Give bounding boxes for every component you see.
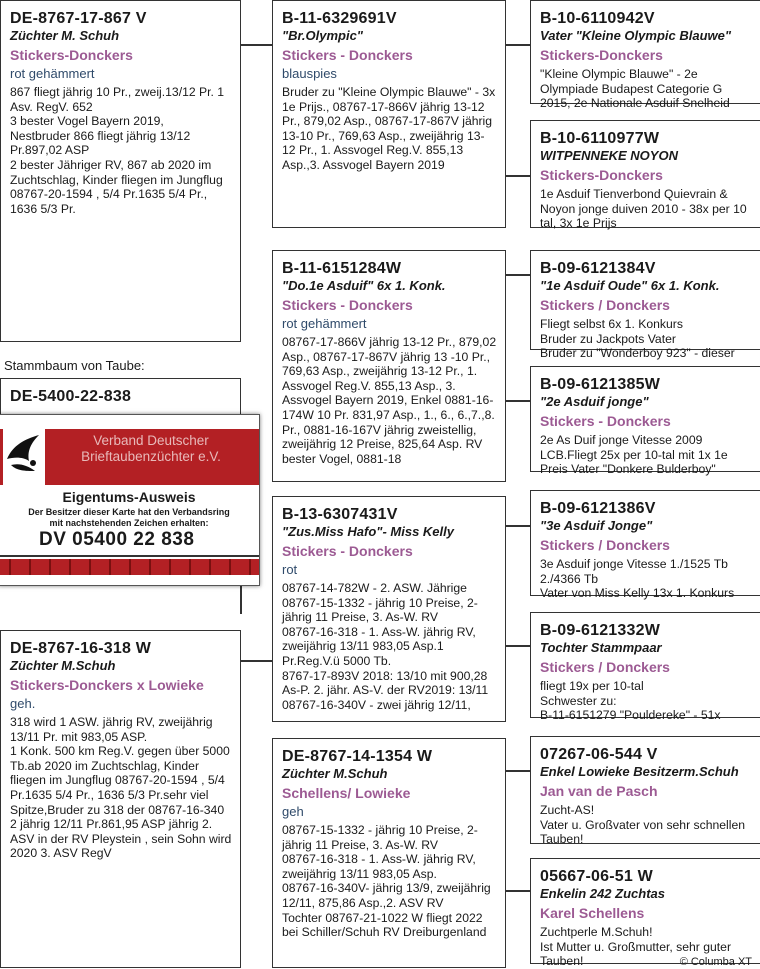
- connector-line: [505, 44, 530, 46]
- strain-name: Stickers - Donckers: [540, 413, 671, 429]
- card-title: Eigentums-Ausweis: [62, 489, 196, 505]
- feather-color: geh.: [10, 696, 36, 711]
- ring-number: 05667-06-51 W: [540, 868, 653, 885]
- nickname: "Br.Olympic": [282, 28, 363, 43]
- ownership-card: [0, 414, 260, 586]
- association-line-1: Verband Deutscher: [93, 433, 209, 448]
- pedigree-card-ggp1: [530, 0, 760, 111]
- ring-number-dv: DV 05400 22 838: [39, 529, 195, 550]
- connector-line: [505, 175, 530, 177]
- strain-name: Stickers-Donckers: [10, 47, 133, 63]
- connector-line: [505, 770, 530, 772]
- strain-name: Stickers - Donckers: [282, 297, 413, 313]
- connector-line: [505, 274, 530, 276]
- ring-number: DE-8767-14-1354 W: [282, 748, 433, 765]
- pedigree-card-gf1: [272, 0, 506, 228]
- description: 08767-14-782W - 2. ASW. Jährige 08767-15-1332 - jährig 10 Preise, 2-jährig 11 Preise, 3. As-W. RV 08767-16-318 - 1. Ass-W. jährig RV, zweijährig 13/11 983,05 Asp.1 Pr.Reg.V.ü 5000 Tb. 8767-17-893V 2018: 13/10 mit 900,28 As-P. 2. jähr. AS-V. der RV2019: 13/11 08767-16-340V - zwei jährig 12/11,: [282, 581, 489, 712]
- pedigree-card-ggp8: [530, 858, 760, 969]
- description: fliegt 19x per 10-tal Schwester zu: B-11-6151279 "Pouldereke" - 51x: [540, 679, 721, 723]
- nickname: "Zus.Miss Hafo"- Miss Kelly: [282, 524, 454, 539]
- association-line-2: Brieftaubenzüchter e.V.: [81, 449, 221, 464]
- dove-logo-icon: [3, 425, 45, 485]
- description: 08767-17-866V jährig 13-12 Pr., 879,02 Asp., 08767-17-867V jährig 13 -10 Pr., 769,63 Asp., zweijährig 13-12 Pr., 1. Assvogel Reg.V. 855,13 Asp., 3. Assvogel Bayern 2019, Enkel 0881-16-174W 10 Pr. 831,97 Asp., 1., 6., 6.,7.,8. Pr., 0881-16-167V jährig zweistellig, zweijährig 12 Preise, 825,64 Asp. RV bester Vogel, 0881-18: [282, 335, 497, 466]
- nickname: Enkel Lowieke Besitzerm.Schuh: [540, 764, 739, 779]
- nickname: Tochter Stammpaar: [540, 640, 662, 655]
- ring-number: B-13-6307431V: [282, 506, 398, 523]
- ring-number: B-09-6121332W: [540, 622, 660, 639]
- ring-number: B-11-6329691V: [282, 10, 397, 27]
- pedigree-card-ggp5: [530, 490, 760, 601]
- card-text-line-1: Der Besitzer dieser Karte hat den Verbandsring: [28, 507, 230, 517]
- description: 08767-15-1332 - jährig 10 Preise, 2-jährig 11 Preise, 3. As-W. RV 08767-16-318 - 1. Ass-W. jährig RV, zweijährig 13/11 983,05 Asp. 08767-16-340V- jährig 13/9, zweijährig 12/11, 875,86 Asp.,2. ASV RV Tochter 08767-21-1022 W fliegt 2022 bei Schiller/Schuh RV Dreiburgenland: [282, 823, 491, 940]
- description: 3e Asduif jonge Vitesse 1./1525 Tb 2./4366 Tb Vater von Miss Kelly 13x 1. Konkurs: [540, 557, 735, 601]
- ring-number: B-09-6121386V: [540, 500, 656, 517]
- pedigree-card-ggp6: [530, 612, 760, 723]
- nickname: Vater "Kleine Olympic Blauwe": [540, 28, 732, 43]
- card-text: [0, 507, 259, 529]
- nickname: "Do.1e Asduif" 6x 1. Konk.: [282, 278, 446, 293]
- feather-color: geh: [282, 804, 304, 819]
- feather-color: rot gehämmert: [282, 316, 367, 331]
- ring-number: B-09-6121384V: [540, 260, 656, 277]
- strain-name: Jan van de Pasch: [540, 783, 658, 799]
- nickname: Enkelin 242 Zuchtas: [540, 886, 665, 901]
- copyright-notice: © Columba XT: [679, 956, 752, 968]
- description: Bruder zu "Kleine Olympic Blauwe" - 3x 1e Prijs., 08767-17-866V jährig 13-12 Pr., 879,02 Asp., 08767-17-867V jährig 13-10 Pr., 769,63 Asp., zweijährig 13-12 Pr., 1. Assvogel Reg.V. 855,13 Asp.,3. Assvogel Bayern 2019: [282, 85, 496, 172]
- connector-line: [505, 525, 530, 527]
- pedigree-label: Stammbaum von Taube:: [4, 358, 145, 373]
- connector-line: [240, 660, 272, 662]
- nickname: WITPENNEKE NOYON: [540, 148, 678, 163]
- ring-number: DE-8767-17-867 V: [10, 10, 147, 27]
- description: "Kleine Olympic Blauwe" - 2e Olympiade Budapest Categorie G 2015, 2e Nationale Asduif Snelheid: [540, 67, 730, 111]
- description: Fliegt selbst 6x 1. Konkurs Bruder zu Jackpots Vater Bruder zu "Wonderboy 923" - dieser: [540, 317, 735, 361]
- connector-line: [505, 400, 530, 402]
- breeder-note: Züchter M.Schuh: [10, 658, 116, 673]
- strain-name: Stickers / Donckers: [540, 297, 670, 313]
- ring-number: DE-5400-22-838: [10, 388, 132, 405]
- connector-line: [240, 44, 272, 46]
- association-name: [61, 433, 241, 465]
- pedigree-card-gf2: [272, 496, 506, 722]
- strain-name: Stickers - Donckers: [282, 543, 413, 559]
- feather-color: rot gehämmert: [10, 66, 95, 81]
- nickname: "3e Asduif Jonge": [540, 518, 653, 533]
- strain-name: Stickers-Donckers: [540, 47, 663, 63]
- pedigree-card-ggp4: [530, 366, 760, 477]
- pedigree-card-gm2: [272, 738, 506, 968]
- decorative-stripe: [0, 559, 259, 575]
- nickname: "1e Asduif Oude" 6x 1. Konk.: [540, 278, 720, 293]
- strain-name: Stickers-Donckers x Lowieke: [10, 677, 204, 693]
- pedigree-card-father: [0, 0, 241, 342]
- description: 867 fliegt jährig 10 Pr., zweij.13/12 Pr. 1 Asv. RegV. 652 3 bester Vogel Bayern 2019, Nestbruder 866 fliegt jährig 13/12 Pr.897,02 ASP 2 bester Jähriger RV, 867 ab 2020 im Zuchtschlag, Kinder fliegen im Jungflug 08767-20-1594 , 5/4 Pr.1635 5/4 Pr., 1636 5/3 Pr.: [10, 85, 225, 216]
- pedigree-card-mother: [0, 630, 241, 968]
- divider: [0, 555, 259, 557]
- ring-number: DE-8767-16-318 W: [10, 640, 152, 657]
- description: 318 wird 1 ASW. jährig RV, zweijährig 13/11 Pr. mit 983,05 ASP. 1 Konk. 500 km Reg.V. gegen über 5000 Tb.ab 2020 im Zuchtschlag, Kinder fliegen im Jungflug 08767-20-1594 , 5/4 Pr.1635 5/4 Pr., 1636 5/3 Pr.sehr viel Spitze,Bruder zu 318 der 08767-16-340 2 jährig 12/11 Pr.861,95 ASP jährig 2. ASV in der RV Pleystein , sein Sohn wird 2020 3. ASV RegV: [10, 715, 232, 861]
- ring-number: B-11-6151284W: [282, 260, 402, 277]
- description: Zuchtperle M.Schuh! Ist Mutter u. Großmutter, sehr guter Tauben!: [540, 925, 732, 969]
- feather-color: blauspies: [282, 66, 337, 81]
- ring-number: B-10-6110942V: [540, 10, 655, 27]
- connector-line: [505, 890, 530, 892]
- pedigree-card-ggp7: [530, 736, 760, 847]
- strain-name: Stickers - Donckers: [282, 47, 413, 63]
- pedigree-card-ggp2: [530, 120, 760, 231]
- strain-name: Stickers / Donckers: [540, 659, 670, 675]
- strain-name: Schellens/ Lowieke: [282, 785, 411, 801]
- nickname: "2e Asduif jonge": [540, 394, 649, 409]
- card-text-line-2: mit nachstehenden Zeichen erhalten:: [49, 518, 209, 528]
- description: 1e Asduif Tienverbond Quievrain & Noyon jonge duiven 2010 - 38x per 10 tal, 3x 1e Prijs: [540, 187, 747, 231]
- connector-line: [505, 645, 530, 647]
- strain-name: Stickers / Donckers: [540, 537, 670, 553]
- feather-color: rot: [282, 562, 298, 577]
- ring-number: B-09-6121385W: [540, 376, 660, 393]
- description: Zucht-AS! Vater u. Großvater von sehr schnellen Tauben!: [540, 803, 746, 847]
- ring-number: B-10-6110977W: [540, 130, 660, 147]
- breeder-note: Züchter M. Schuh: [10, 28, 120, 43]
- strain-name: Stickers-Donckers: [540, 167, 663, 183]
- pedigree-card-ggp3: [530, 250, 760, 361]
- description: 2e As Duif jonge Vitesse 2009 LCB.Fliegt 25x per 10-tal mit 1x 1e Preis Vater "Donkere Bulderboy": [540, 433, 728, 477]
- pedigree-card-gm1: [272, 250, 506, 482]
- strain-name: Karel Schellens: [540, 905, 645, 921]
- ring-number: 07267-06-544 V: [540, 746, 658, 763]
- breeder-note: Züchter M.Schuh: [282, 766, 388, 781]
